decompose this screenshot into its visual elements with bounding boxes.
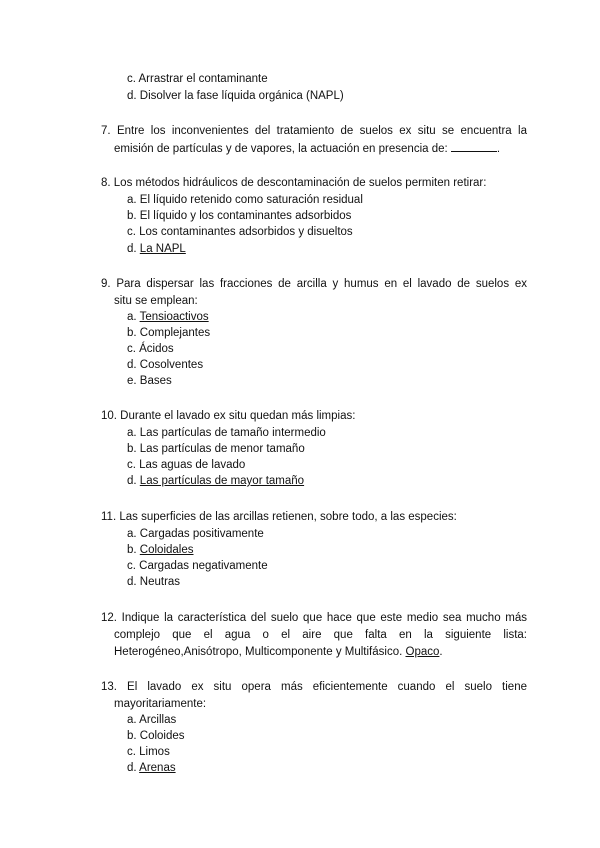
q9-option-b: b. Complejantes xyxy=(127,327,211,339)
q7-stem-line2 xyxy=(114,141,500,156)
q8-option-b: b. El líquido y los contaminantes adsorbidos xyxy=(127,210,352,222)
q10-option-b: b. Las partículas de menor tamaño xyxy=(127,443,305,455)
q8-option-d xyxy=(127,242,186,256)
q9-option-d: d. Cosolventes xyxy=(127,359,204,371)
q12-stem-line3 xyxy=(114,645,443,659)
q12-stem-text: Heterogéneo,Anisótropo, Multicomponente y Multifásico. xyxy=(114,646,403,658)
q13-option-b: b. Coloides xyxy=(127,730,185,742)
q11-option-d: d. Neutras xyxy=(127,576,181,588)
q7-stem-line1: 7. Entre los inconvenientes del tratamiento de suelos ex situ se encuentra la xyxy=(101,125,527,137)
q12-stem-line2: complejo que el agua o el aire que falta en la siguiente lista: xyxy=(114,629,527,641)
q9-stem-line2: situ se emplean: xyxy=(114,295,198,307)
q11-option-a: a. Cargadas positivamente xyxy=(127,528,264,540)
q8-option-d-prefix: d. xyxy=(127,243,137,255)
q13-stem-line2: mayoritariamente: xyxy=(114,698,207,710)
q9-option-a-answer: Tensioactivos xyxy=(139,311,209,323)
q7-stem-text: emisión de partículas y de vapores, la actuación en presencia de: xyxy=(114,143,448,155)
q10-option-d-answer: Las partículas de mayor tamaño xyxy=(139,475,305,487)
q13-option-d-answer: Arenas xyxy=(139,762,176,774)
q13-option-d xyxy=(127,761,176,775)
q13-option-a: a. Arcillas xyxy=(127,714,177,726)
q11-option-b-prefix: b. xyxy=(127,544,137,556)
q11-option-c: c. Cargadas negativamente xyxy=(127,560,268,572)
q9-stem-line1: 9. Para dispersar las fracciones de arcilla y humus en el lavado de suelos ex xyxy=(101,278,527,290)
q13-stem-line1: 13. El lavado ex situ opera más eficientemente cuando el suelo tiene xyxy=(101,681,527,693)
q7-answer-blank xyxy=(451,141,497,152)
q10-stem: 10. Durante el lavado ex situ quedan más limpias: xyxy=(101,410,356,422)
q12-stem-line1: 12. Indique la característica del suelo que hace que este medio sea mucho más xyxy=(101,612,527,624)
q9-option-e: e. Bases xyxy=(127,375,172,387)
q6-option-d: d. Disolver la fase líquida orgánica (NAPL) xyxy=(127,90,344,102)
q11-stem: 11. Las superficies de las arcillas retienen, sobre todo, a las especies: xyxy=(101,511,457,523)
q13-option-d-prefix: d. xyxy=(127,762,137,774)
q8-stem: 8. Los métodos hidráulicos de descontaminación de suelos permiten retirar: xyxy=(101,177,487,189)
q10-option-a: a. Las partículas de tamaño intermedio xyxy=(127,427,326,439)
q8-option-c: c. Los contaminantes adsorbidos y disueltos xyxy=(127,226,353,238)
q11-option-b xyxy=(127,543,194,557)
q8-option-d-answer: La NAPL xyxy=(139,243,186,255)
q10-option-c: c. Las aguas de lavado xyxy=(127,459,246,471)
q9-option-a-prefix: a. xyxy=(127,311,137,323)
q12-answer: Opaco xyxy=(405,646,440,658)
q6-option-c: c. Arrastrar el contaminante xyxy=(127,73,268,85)
q7-period: . xyxy=(496,143,501,155)
q9-option-a xyxy=(127,310,209,324)
q10-option-d-prefix: d. xyxy=(127,475,137,487)
q8-option-a: a. El líquido retenido como saturación residual xyxy=(127,194,363,206)
q9-option-c: c. Ácidos xyxy=(127,343,174,355)
q12-period: . xyxy=(439,646,443,658)
q13-option-c: c. Limos xyxy=(127,746,170,758)
q11-option-b-answer: Coloidales xyxy=(139,544,194,556)
q10-option-d xyxy=(127,474,304,488)
